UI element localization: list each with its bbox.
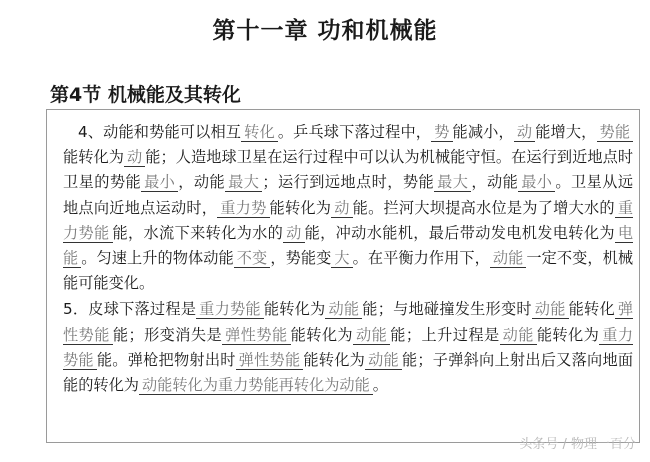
answer-blank: 动能转化为重力势能再转化为动能 — [139, 376, 373, 395]
answer-blank: 弹性势能 — [236, 351, 304, 370]
text-run: ，动能 — [178, 173, 226, 192]
text-run: 能增大， — [535, 123, 597, 141]
text-run: 能转化为 — [263, 300, 326, 319]
text-run: 。 — [372, 376, 388, 395]
text-run: 能转化为 — [269, 198, 332, 217]
answer-blank: 弹性势能 — [222, 326, 290, 345]
answer-blank: 最大 — [225, 173, 262, 192]
text-run: 能，水流下来转化为水的 — [112, 223, 284, 242]
answer-blank: 动能 — [532, 300, 569, 319]
answer-blank: 重力势能 — [63, 198, 634, 242]
text-run: 能转化为 — [63, 148, 124, 167]
section-title: 第4节 机械能及其转化 — [50, 84, 241, 106]
text-run: ，势能变 — [270, 249, 332, 268]
text-run: 能；与地碰撞发生形变时 — [362, 300, 532, 319]
text-run: 能。拦河大坝提高水位是为了增大水的 — [352, 198, 615, 217]
exercise-text — [63, 120, 633, 398]
answer-blank: 重力势 — [217, 199, 269, 218]
answer-blank: 最小 — [518, 173, 555, 192]
answer-blank: 弹性势能 — [63, 300, 634, 344]
text-run: 能；形变消失是 — [112, 325, 223, 344]
answer-blank: 最小 — [141, 173, 178, 192]
answer-blank: 大 — [331, 249, 352, 268]
chapter-title: 第十一章 功和机械能 — [212, 18, 438, 44]
text-run: 能。弹枪把物射出时 — [96, 350, 236, 369]
text-run: 。乒乓球下落过程中， — [277, 123, 432, 141]
answer-blank: 势能 — [597, 123, 634, 142]
answer-blank: 动能 — [353, 326, 390, 345]
text-run: 一定不变，机械能可能变化。 — [63, 249, 634, 293]
text-run: 能；人造地球卫星在运行过程中可以认为机械能守恒。在运行到近地点时卫星的势能 — [63, 148, 634, 192]
answer-blank: 动能 — [365, 351, 402, 370]
answer-blank: 转化 — [241, 123, 278, 142]
text-run: 能；子弹斜向上射出后又落向地面能的转化为 — [63, 350, 634, 395]
answer-blank: 动能 — [490, 249, 527, 268]
text-run: 。在平衡力作用下， — [352, 249, 490, 268]
answer-blank: 动能 — [500, 326, 537, 345]
paragraph-kinetic-potential — [63, 120, 633, 296]
text-run: 能，冲动水能机，最后带动发电机发电转化为 — [304, 223, 615, 242]
text-run: 4、动能和势能可以相互 — [78, 123, 242, 141]
answer-blank: 动 — [283, 224, 305, 243]
text-run: 能转化为 — [536, 325, 600, 344]
answer-blank: 动 — [514, 123, 535, 142]
answer-blank: 不变 — [234, 249, 271, 268]
text-run: 能；上升过程是 — [390, 325, 500, 344]
watermark: 头条号 / 物理一百分 — [519, 437, 636, 452]
text-run: 能减小， — [452, 123, 514, 141]
text-run: 能转化为 — [290, 325, 354, 344]
answer-blank: 势 — [431, 123, 452, 142]
text-run: 5．皮球下落过程是 — [63, 300, 197, 319]
text-run: ，动能 — [471, 173, 519, 192]
answer-blank: 电能 — [63, 223, 634, 268]
answer-blank: 最大 — [434, 173, 471, 192]
answer-blank: 重力势能 — [63, 325, 634, 369]
text-run: 。卫星从远地点向近地点运动时， — [63, 173, 634, 217]
answer-blank: 动 — [331, 199, 352, 218]
paragraph-ball-bounce — [63, 297, 633, 398]
answer-blank: 动能 — [325, 300, 362, 319]
text-run: ；运行到远地点时，势能 — [262, 173, 435, 192]
text-run: 能转化为 — [303, 350, 366, 369]
text-run: 。匀速上升的物体动能 — [81, 249, 234, 268]
answer-blank: 动 — [124, 148, 145, 167]
answer-blank: 重力势能 — [196, 300, 264, 319]
text-run: 能转化 — [568, 300, 615, 319]
